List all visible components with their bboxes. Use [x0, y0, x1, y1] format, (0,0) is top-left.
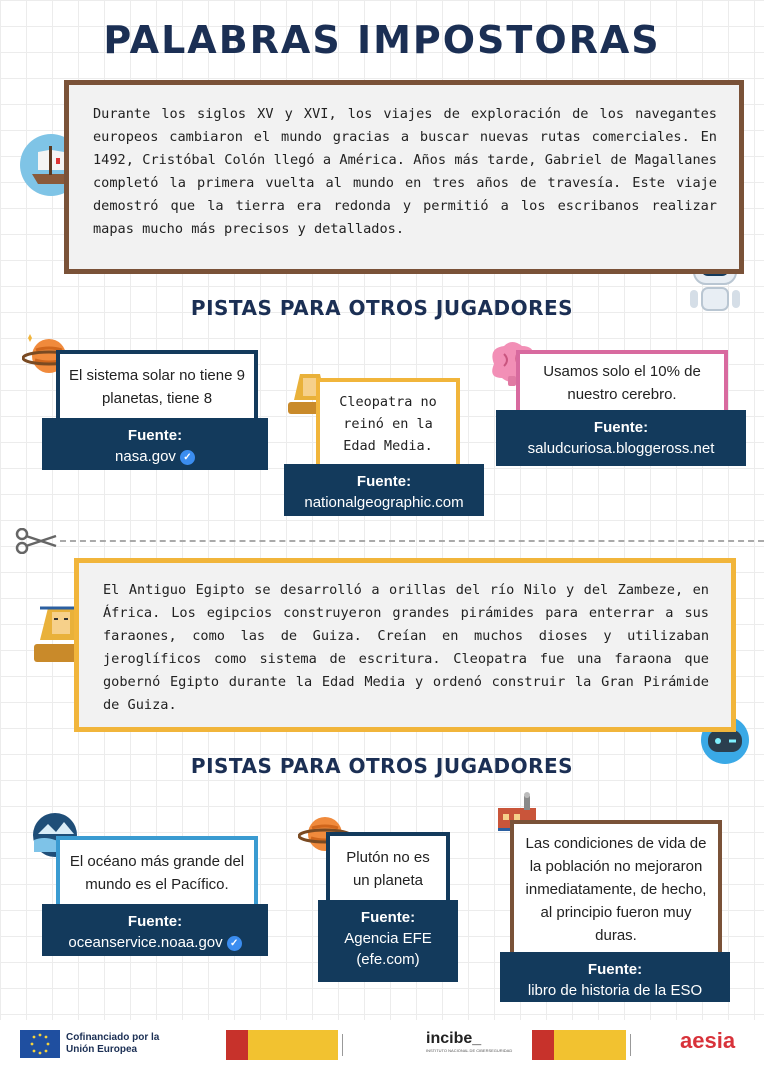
source-value: libro de historia de la ESO: [527, 982, 703, 999]
source-value: nationalgeographic.com: [304, 494, 464, 511]
clue-card: [510, 820, 722, 954]
source-label: Fuente:: [593, 419, 649, 436]
clue-card: [316, 378, 460, 466]
clue-text: Plutón no es un planeta: [346, 849, 430, 889]
section-heading: PISTAS PARA OTROS JUGADORES: [190, 754, 574, 778]
source-value: nasa.gov: [115, 448, 176, 465]
clue-text: Las condiciones de vida de la población no mejoraron inmediatamente, de hecho, al principio fueron muy duras.: [525, 834, 707, 944]
section-heading: PISTAS PARA OTROS JUGADORES: [190, 296, 574, 320]
footer: [0, 1020, 764, 1080]
ministry-logo: [532, 1030, 666, 1060]
clue-card: [56, 350, 258, 420]
source-label: Fuente:: [127, 913, 183, 930]
source-label: Fuente:: [127, 427, 183, 444]
verified-check-icon: ✓: [180, 450, 195, 465]
source-label: Fuente:: [587, 961, 643, 978]
scissors-icon: [14, 528, 58, 554]
clue-text: Cleopatra no reinó en la Edad Media.: [339, 394, 437, 454]
passage-exploration: Durante los siglos XV y XVI, los viajes de exploración de los navegantes europeos cambiaron el mundo gracias a buscar nuevas rutas comerciales. En 1492, Cristóbal Colón llegó a América. Años más tarde, Gabriel de Magallanes completó la primera vuelta al mundo en tres años de travesía. Este viaje demostró que la tierra era redonda y permitió a los escribanos realizar mapas mucho más precisos y detallados.: [64, 80, 744, 274]
clue-text: El sistema solar no tiene 9 planetas, tiene 8: [69, 367, 245, 407]
source-box: [42, 418, 268, 470]
aesia-logo: aesia: [680, 1028, 736, 1053]
incibe-logo-text: incibe_: [426, 1030, 482, 1047]
source-box: [42, 904, 268, 956]
clue-text: Usamos solo el 10% de nuestro cerebro.: [543, 363, 701, 403]
source-box: [318, 900, 458, 982]
source-box: [284, 464, 484, 516]
source-label: Fuente:: [360, 909, 416, 926]
cut-line: [60, 540, 764, 542]
clue-text: El océano más grande del mundo es el Pacífico.: [69, 853, 245, 893]
source-label: Fuente:: [356, 473, 412, 490]
incibe-subtitle: INSTITUTO NACIONAL DE CIBERSEGURIDAD: [426, 1048, 513, 1053]
verified-check-icon: ✓: [227, 936, 242, 951]
clue-card: [516, 350, 728, 412]
clue-card: [56, 836, 258, 906]
source-value: Agencia EFE (efe.com): [344, 930, 432, 968]
spain-government-logo: [226, 1030, 402, 1060]
passage-egypt: El Antiguo Egipto se desarrolló a orillas del río Nilo y del Zambeze, en África. Los egipcios construyeron grandes pirámides para enterrar a sus faraones, como las de Guiza. Creían en muchos dioses y utilizaban jeroglíficos como sistema de escritura. Cleopatra fue una faraona que gobernó Egipto durante la Edad Media y ordenó construir la Gran Pirámide de Guiza.: [74, 558, 736, 732]
eu-flag-icon: [20, 1030, 60, 1058]
page-title: PALABRAS IMPOSTORAS: [103, 18, 661, 62]
source-value: oceanservice.noaa.gov: [68, 934, 223, 951]
source-box: [496, 410, 746, 466]
source-value: saludcuriosa.bloggeross.net: [527, 440, 715, 457]
source-box: [500, 952, 730, 1002]
incibe-logo: [426, 1030, 516, 1053]
clue-card: [326, 832, 450, 902]
eu-cofinanced-text: Cofinanciado por la Unión Europea: [66, 1032, 160, 1055]
